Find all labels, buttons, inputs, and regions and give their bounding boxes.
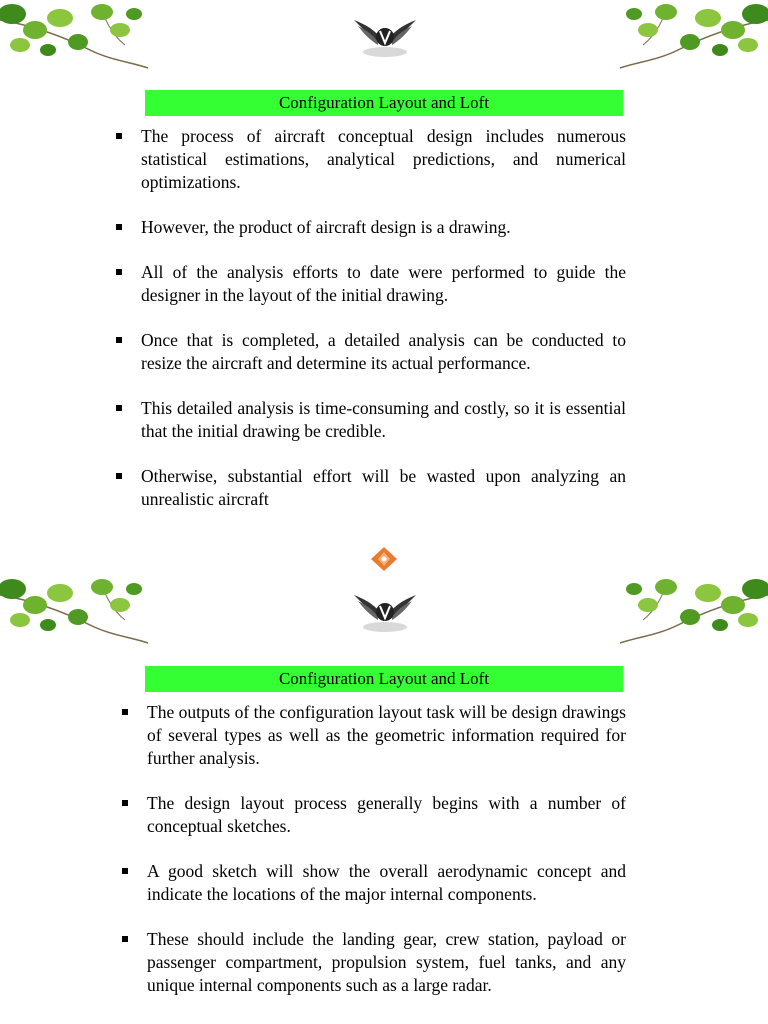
square-bullet-icon	[122, 868, 128, 874]
list-item: The design layout process generally begins with a number of conceptual sketches.	[122, 792, 626, 838]
list-item: These should include the landing gear, crew station, payload or passenger compartment, propulsion system, fuel tanks, and any unique internal components such as a large radar.	[122, 928, 626, 997]
slide-title: Configuration Layout and Loft	[145, 90, 623, 116]
square-bullet-icon	[122, 709, 128, 715]
square-bullet-icon	[116, 337, 122, 343]
square-bullet-icon	[116, 133, 122, 139]
list-item: Otherwise, substantial effort will be wasted upon analyzing an unrealistic aircraft	[116, 465, 626, 511]
bullet-list	[116, 125, 626, 511]
winged-v-logo-icon	[352, 12, 418, 60]
square-bullet-icon	[116, 405, 122, 411]
list-item: However, the product of aircraft design is a drawing.	[116, 216, 626, 239]
list-item: The process of aircraft conceptual design includes numerous statistical estimations, analytical predictions, and numerical optimizations.	[116, 125, 626, 194]
slide-title: Configuration Layout and Loft	[145, 666, 623, 692]
square-bullet-icon	[122, 936, 128, 942]
slide-2	[0, 575, 768, 1024]
vine-leaves-icon	[618, 575, 768, 647]
vine-leaves-icon	[0, 0, 150, 72]
list-item: This detailed analysis is time-consuming and costly, so it is essential that the initial drawing be credible.	[116, 397, 626, 443]
diamond-nav-icon[interactable]	[370, 546, 398, 572]
bullet-list	[122, 701, 626, 997]
square-bullet-icon	[116, 473, 122, 479]
list-item: All of the analysis efforts to date were performed to guide the designer in the layout of the initial drawing.	[116, 261, 626, 307]
vine-leaves-icon	[0, 575, 150, 647]
square-bullet-icon	[116, 269, 122, 275]
list-item: Once that is completed, a detailed analysis can be conducted to resize the aircraft and determine its actual performance.	[116, 329, 626, 375]
list-item: The outputs of the configuration layout task will be design drawings of several types as well as the geometric information required for further analysis.	[122, 701, 626, 770]
square-bullet-icon	[122, 800, 128, 806]
winged-v-logo-icon	[352, 587, 418, 635]
square-bullet-icon	[116, 224, 122, 230]
list-item: A good sketch will show the overall aerodynamic concept and indicate the locations of the major internal components.	[122, 860, 626, 906]
vine-leaves-icon	[618, 0, 768, 72]
